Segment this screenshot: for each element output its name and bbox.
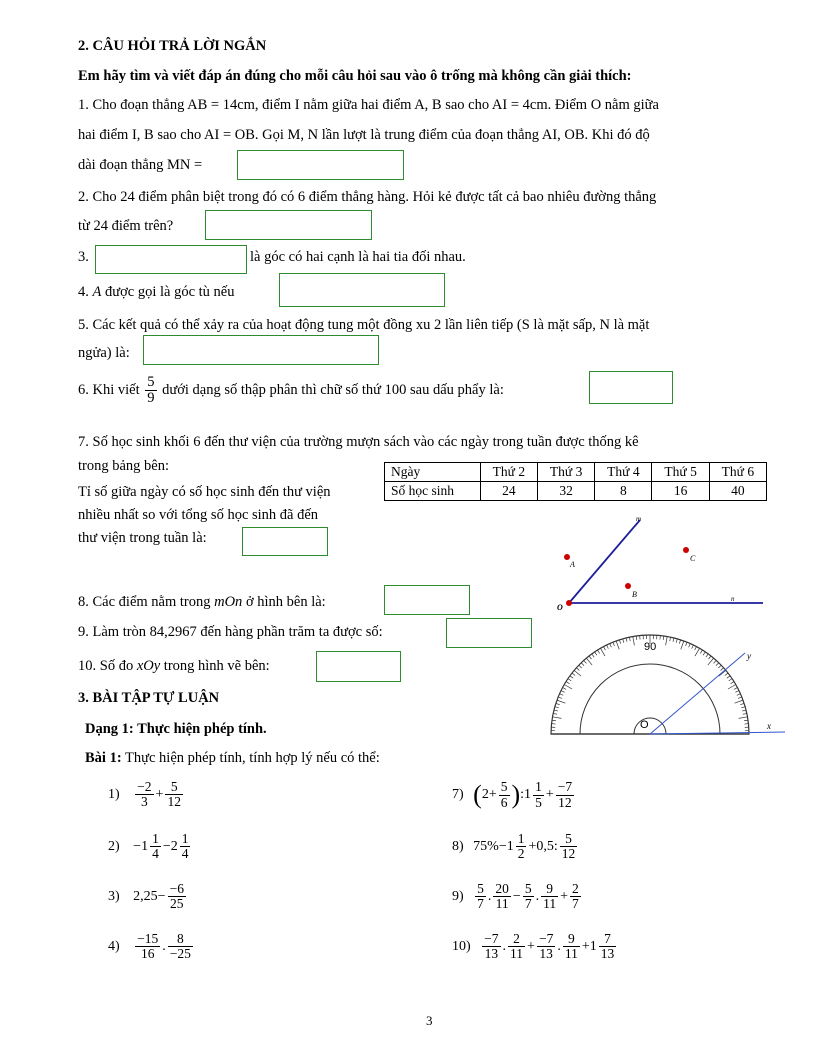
protractor-tick <box>560 694 564 696</box>
section2-title: 2. CÂU HỎI TRẢ LỜI NGẮN <box>78 38 267 54</box>
table-row <box>385 482 767 501</box>
protractor-label-o: O <box>640 719 649 731</box>
protractor-center-arc <box>634 718 666 734</box>
protractor-tick <box>731 682 734 684</box>
q8-post: ở hình bên là: <box>245 594 326 610</box>
point-o <box>566 600 572 606</box>
q6-line <box>78 375 504 406</box>
protractor-tick <box>610 644 612 648</box>
table-row-label: Số học sinh <box>385 482 481 501</box>
protractor-tick <box>589 656 591 659</box>
protractor-tick <box>555 707 559 708</box>
label-m: m <box>636 515 642 523</box>
protractor-tick <box>563 688 567 690</box>
q10-answer-box[interactable] <box>316 651 401 682</box>
q3-answer-box[interactable] <box>95 245 247 274</box>
table-header-mon: Thứ 2 <box>480 463 537 482</box>
protractor-tick <box>584 660 587 663</box>
protractor-tick <box>566 682 569 684</box>
protractor-tick <box>737 694 741 696</box>
ray-om <box>569 520 640 603</box>
label-a: A <box>570 560 575 569</box>
protractor-tick <box>718 665 721 668</box>
protractor-tick <box>700 650 702 653</box>
protractor-tick <box>666 637 668 646</box>
table-cell: 8 <box>595 482 652 501</box>
exercise-2: 2) −1 $\frac{1}{4}$ −2 $\frac{1}{4}$ <box>108 831 189 862</box>
protractor-tick <box>626 638 627 642</box>
label-o: O <box>557 603 563 610</box>
protractor-tick <box>735 700 743 703</box>
protractor-tick <box>670 637 671 641</box>
q4-line <box>78 284 234 301</box>
q7-answer-box[interactable] <box>242 527 328 556</box>
protractor-label-90: 90 <box>644 641 657 653</box>
table-header-wed: Thứ 4 <box>595 463 652 482</box>
q7-line2: trong bảng bên: <box>78 458 170 474</box>
q4-angle: A <box>92 284 102 300</box>
section2-instruction: Em hãy tìm và viết đáp án đúng cho mỗi câu hỏi sau vào ô trống mà không cần giải thích: <box>78 68 632 84</box>
protractor-tick <box>592 654 594 657</box>
protractor-tick <box>729 679 732 681</box>
protractor-figure <box>540 628 790 738</box>
protractor-tick <box>706 654 708 657</box>
q6-answer-box[interactable] <box>589 371 673 404</box>
protractor-tick <box>714 660 717 663</box>
protractor-tick <box>568 679 571 681</box>
protractor-tick <box>728 685 736 690</box>
q3-text: là góc có hai cạnh là hai tia đối nhau. <box>250 249 466 265</box>
protractor-tick <box>636 636 637 640</box>
protractor-tick <box>607 645 609 649</box>
protractor-tick <box>629 637 630 641</box>
q2-line1: 2. Cho 24 điểm phân biệt trong đó có 6 điểm thẳng hàng. Hỏi kẻ được tất cả bao nhiêu đường thẳng <box>78 189 657 205</box>
exercise-10: 10) $\frac{-7}{13}$ . $\frac{2}{11}$ + $\frac{-7}{13}$ . $\frac{9}{11}$ +1 $\frac{7}{13}$ <box>452 931 615 962</box>
label-y: y <box>747 651 751 661</box>
q10-angle: xOy <box>136 658 161 674</box>
protractor-tick <box>703 652 705 655</box>
protractor-tick <box>743 713 747 714</box>
protractor-tick <box>744 720 748 721</box>
protractor-tick <box>673 638 674 642</box>
q1-line2: hai điểm I, B sao cho AI = OB. Gọi M, N lần lượt là trung điểm của đoạn thẳng AI, OB. Khi đó độ <box>78 127 650 143</box>
protractor-tick <box>695 647 697 651</box>
q6-denominator: 9 <box>147 390 155 407</box>
q3-number: 3. <box>78 249 89 265</box>
table-cell: 40 <box>709 482 766 501</box>
protractor-tick <box>564 685 572 690</box>
table-cell: 32 <box>537 482 594 501</box>
q8-angle: mOn <box>214 594 243 610</box>
angle-mon-figure <box>545 510 775 610</box>
protractor-tick <box>553 717 562 719</box>
q6-numerator: 5 <box>147 374 155 390</box>
bai1-line <box>85 750 380 767</box>
point-c <box>683 547 689 553</box>
section3-title: 3. BÀI TẬP TỰ LUẬN <box>78 690 220 706</box>
q1-line3: dài đoạn thẳng MN = <box>78 157 203 173</box>
protractor-tick <box>695 648 700 656</box>
q8-line <box>78 594 326 611</box>
protractor-tick <box>581 663 584 666</box>
protractor-inner-arc <box>580 664 720 734</box>
q1-answer-box[interactable] <box>237 150 404 180</box>
q7-line4: nhiều nhất so với tổng số học sinh đã đến <box>78 507 319 523</box>
protractor-tick <box>663 636 664 640</box>
q1-line1: 1. Cho đoạn thẳng AB = 14cm, điểm I nằm giữa hai điểm A, B sao cho AI = 4cm. Điểm O nằm giữa <box>78 97 659 113</box>
bai1-label: Bài 1: <box>85 750 122 766</box>
protractor-tick <box>708 656 710 659</box>
point-b <box>625 583 631 589</box>
q5-answer-box[interactable] <box>143 335 379 365</box>
label-n: n <box>731 595 735 603</box>
protractor-tick <box>742 710 746 711</box>
table-cell: 16 <box>652 482 709 501</box>
protractor-tick <box>686 642 687 646</box>
page-number: 3 <box>426 1013 433 1028</box>
table-header-tue: Thứ 3 <box>537 463 594 482</box>
protractor-tick <box>557 700 565 703</box>
label-c: C <box>690 554 696 563</box>
protractor-tick <box>553 713 557 714</box>
q9-answer-box[interactable] <box>446 618 532 648</box>
exercise-8: 8) 75%−1 $\frac{1}{2}$ +0,5: $\frac{5}{12}$ <box>452 831 576 862</box>
protractor-tick <box>734 688 738 690</box>
protractor-tick <box>554 710 558 711</box>
q6-post: dưới dạng số thập phân thì chữ số thứ 100 sau dấu phẩy là: <box>162 382 504 399</box>
protractor-tick <box>716 663 719 666</box>
protractor-tick <box>616 641 619 649</box>
q2-line2: từ 24 điểm trên? <box>78 218 174 234</box>
table-header-day: Ngày <box>385 463 481 482</box>
protractor-tick <box>623 639 624 643</box>
exercise-1: 1) $\frac{-2}{3}$ + $\frac{5}{12}$ <box>108 779 181 810</box>
label-x: x <box>767 721 771 731</box>
protractor-tick <box>613 642 614 646</box>
protractor-tick <box>681 641 684 649</box>
protractor-tick <box>570 676 573 678</box>
q8-pre: 8. Các điểm nằm trong <box>78 594 211 610</box>
dang1-heading: Dạng 1: Thực hiện phép tính. <box>85 721 267 737</box>
q9-line: 9. Làm tròn 84,2967 đến hàng phần trăm ta được số: <box>78 624 383 640</box>
q6-pre: 6. Khi viết <box>78 382 140 399</box>
q4-number: 4. <box>78 284 89 300</box>
exercise-7: 7) (2+ $\frac{5}{6}$ ):1 $\frac{1}{5}$ + $\frac{-7}{12}$ <box>452 779 573 810</box>
table-header-thu: Thứ 5 <box>652 463 709 482</box>
q7-line5: thư viện trong tuần là: <box>78 530 207 546</box>
q10-line <box>78 658 270 675</box>
protractor-tick <box>741 707 745 708</box>
q5-line1: 5. Các kết quả có thể xảy ra của hoạt động tung một đồng xu 2 lần liên tiếp (S là mặt sấp, N là mặt <box>78 317 650 333</box>
protractor-tick <box>725 673 728 675</box>
q5-line2: ngửa) là: <box>78 345 130 361</box>
protractor-tick <box>740 703 744 704</box>
q8-answer-box[interactable] <box>384 585 470 615</box>
q4-answer-box[interactable] <box>279 273 445 307</box>
table-row <box>385 463 767 482</box>
q6-fraction <box>145 375 156 406</box>
protractor-tick <box>735 691 739 693</box>
protractor-tick <box>598 650 600 653</box>
q10-post: trong hình vẽ bên: <box>163 658 270 674</box>
protractor-tick <box>692 645 694 649</box>
protractor-tick <box>552 720 556 721</box>
protractor-tick <box>679 640 680 644</box>
exercise-3: 3) 2,25− $\frac{-6}{25}$ <box>108 881 184 912</box>
protractor-tick <box>676 639 677 643</box>
q7-line3: Tỉ số giữa ngày có số học sinh đến thư viện <box>78 484 331 500</box>
protractor-tick <box>601 648 606 656</box>
protractor-tick <box>579 665 582 668</box>
q10-pre: 10. Số đo <box>78 658 134 674</box>
protractor-tick <box>619 640 620 644</box>
label-b: B <box>632 590 637 599</box>
table-header-fri: Thứ 6 <box>709 463 766 482</box>
protractor-tick <box>604 647 606 651</box>
table-cell: 24 <box>480 482 537 501</box>
protractor-tick <box>721 668 724 671</box>
protractor-tick <box>576 668 579 671</box>
protractor-tick <box>561 691 565 693</box>
protractor-tick <box>689 644 691 648</box>
q7-line1: 7. Số học sinh khối 6 đến thư viện của trường mượn sách vào các ngày trong tuần được thống kê <box>78 434 639 450</box>
q2-answer-box[interactable] <box>205 210 372 240</box>
bai1-text: Thực hiện phép tính, tính hợp lý nếu có thể: <box>125 750 380 766</box>
library-table <box>384 462 767 501</box>
exercise-9: 9) $\frac{5}{7}$ . $\frac{20}{11}$ − $\frac{5}{7}$ . $\frac{9}{11}$ + $\frac{2}{7}$ <box>452 881 579 912</box>
protractor-tick <box>572 673 575 675</box>
protractor-tick <box>727 676 730 678</box>
protractor-tick <box>633 637 635 646</box>
q4-text: được gọi là góc tù nếu <box>104 284 235 300</box>
protractor-tick <box>556 703 560 704</box>
protractor-tick <box>595 652 597 655</box>
exercise-4: 4) $\frac{-15}{16}$ . $\frac{8}{-25}$ <box>108 931 191 962</box>
protractor-tick <box>739 717 748 719</box>
